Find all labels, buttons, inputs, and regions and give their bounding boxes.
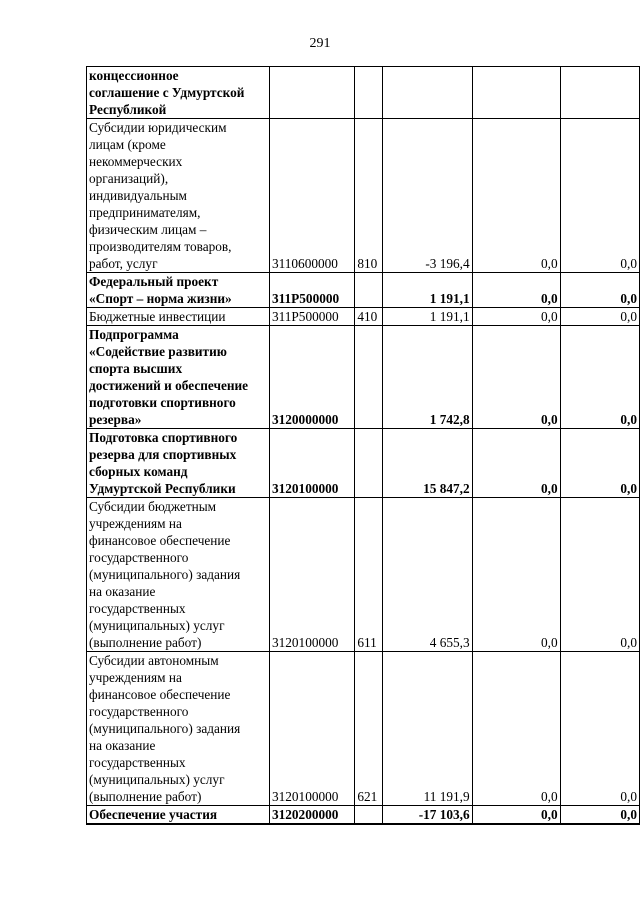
target-article-code: 3120000000	[269, 326, 354, 429]
row-name: Субсидии автономным учреждениям на финансовое обеспечение государственного (муниципального) задания на оказание государственных (муниципальных) услуг (выполнение работ)	[87, 652, 270, 806]
table-row	[87, 326, 640, 429]
expense-type-code	[355, 326, 383, 429]
expense-type-code	[355, 806, 383, 825]
target-article-code: 3120100000	[269, 498, 354, 652]
amount-year-2: 0,0	[472, 498, 560, 652]
amount-year-3: 0,0	[560, 806, 639, 825]
budget-table-body	[87, 67, 640, 825]
target-article-code: 311P500000	[269, 273, 354, 308]
amount-year-3: 0,0	[560, 308, 639, 326]
expense-type-code	[355, 429, 383, 498]
table-row	[87, 308, 640, 326]
amount-year-3	[560, 67, 639, 119]
table-row	[87, 273, 640, 308]
amount-year-2: 0,0	[472, 308, 560, 326]
target-article-code: 3110600000	[269, 119, 354, 273]
amount-year-1: 1 742,8	[383, 326, 472, 429]
amount-year-1: 1 191,1	[383, 273, 472, 308]
amount-year-1	[383, 67, 472, 119]
target-article-code: 3120100000	[269, 652, 354, 806]
amount-year-2: 0,0	[472, 119, 560, 273]
amount-year-3: 0,0	[560, 119, 639, 273]
row-name: Обеспечение участия	[87, 806, 270, 825]
expense-type-code: 611	[355, 498, 383, 652]
row-name: Подготовка спортивного резерва для спортивных сборных команд Удмуртской Республики	[87, 429, 270, 498]
amount-year-3: 0,0	[560, 326, 639, 429]
expense-type-code: 810	[355, 119, 383, 273]
row-name: Субсидии юридическим лицам (кроме некоммерческих организаций), индивидуальным предпринимателям, физическим лицам – производителям товаров, работ, услуг	[87, 119, 270, 273]
budget-table	[86, 66, 640, 825]
target-article-code: 3120200000	[269, 806, 354, 825]
amount-year-2: 0,0	[472, 806, 560, 825]
row-name: Субсидии бюджетным учреждениям на финансовое обеспечение государственного (муниципального) задания на оказание государственных (муниципальных) услуг (выполнение работ)	[87, 498, 270, 652]
amount-year-2	[472, 67, 560, 119]
amount-year-3: 0,0	[560, 273, 639, 308]
amount-year-2: 0,0	[472, 273, 560, 308]
amount-year-2: 0,0	[472, 429, 560, 498]
table-row	[87, 652, 640, 806]
amount-year-2: 0,0	[472, 326, 560, 429]
table-row	[87, 806, 640, 825]
row-name: Подпрограмма «Содействие развитию спорта высших достижений и обеспечение подготовки спортивного резерва»	[87, 326, 270, 429]
target-article-code: 3120100000	[269, 429, 354, 498]
amount-year-1: 1 191,1	[383, 308, 472, 326]
table-row	[87, 429, 640, 498]
page-number: 291	[309, 36, 331, 51]
amount-year-1: 15 847,2	[383, 429, 472, 498]
expense-type-code: 410	[355, 308, 383, 326]
amount-year-1: -3 196,4	[383, 119, 472, 273]
target-article-code	[269, 67, 354, 119]
row-name: Федеральный проект «Спорт – норма жизни»	[87, 273, 270, 308]
amount-year-1: -17 103,6	[383, 806, 472, 825]
target-article-code: 311P500000	[269, 308, 354, 326]
expense-type-code: 621	[355, 652, 383, 806]
expense-type-code	[355, 273, 383, 308]
table-row	[87, 498, 640, 652]
amount-year-3: 0,0	[560, 652, 639, 806]
amount-year-2: 0,0	[472, 652, 560, 806]
expense-type-code	[355, 67, 383, 119]
amount-year-3: 0,0	[560, 429, 639, 498]
amount-year-3: 0,0	[560, 498, 639, 652]
amount-year-1: 4 655,3	[383, 498, 472, 652]
table-row	[87, 67, 640, 119]
amount-year-1: 11 191,9	[383, 652, 472, 806]
row-name: Бюджетные инвестиции	[87, 308, 270, 326]
table-row	[87, 119, 640, 273]
row-name: концессионное соглашение с Удмуртской Республикой	[87, 67, 270, 119]
